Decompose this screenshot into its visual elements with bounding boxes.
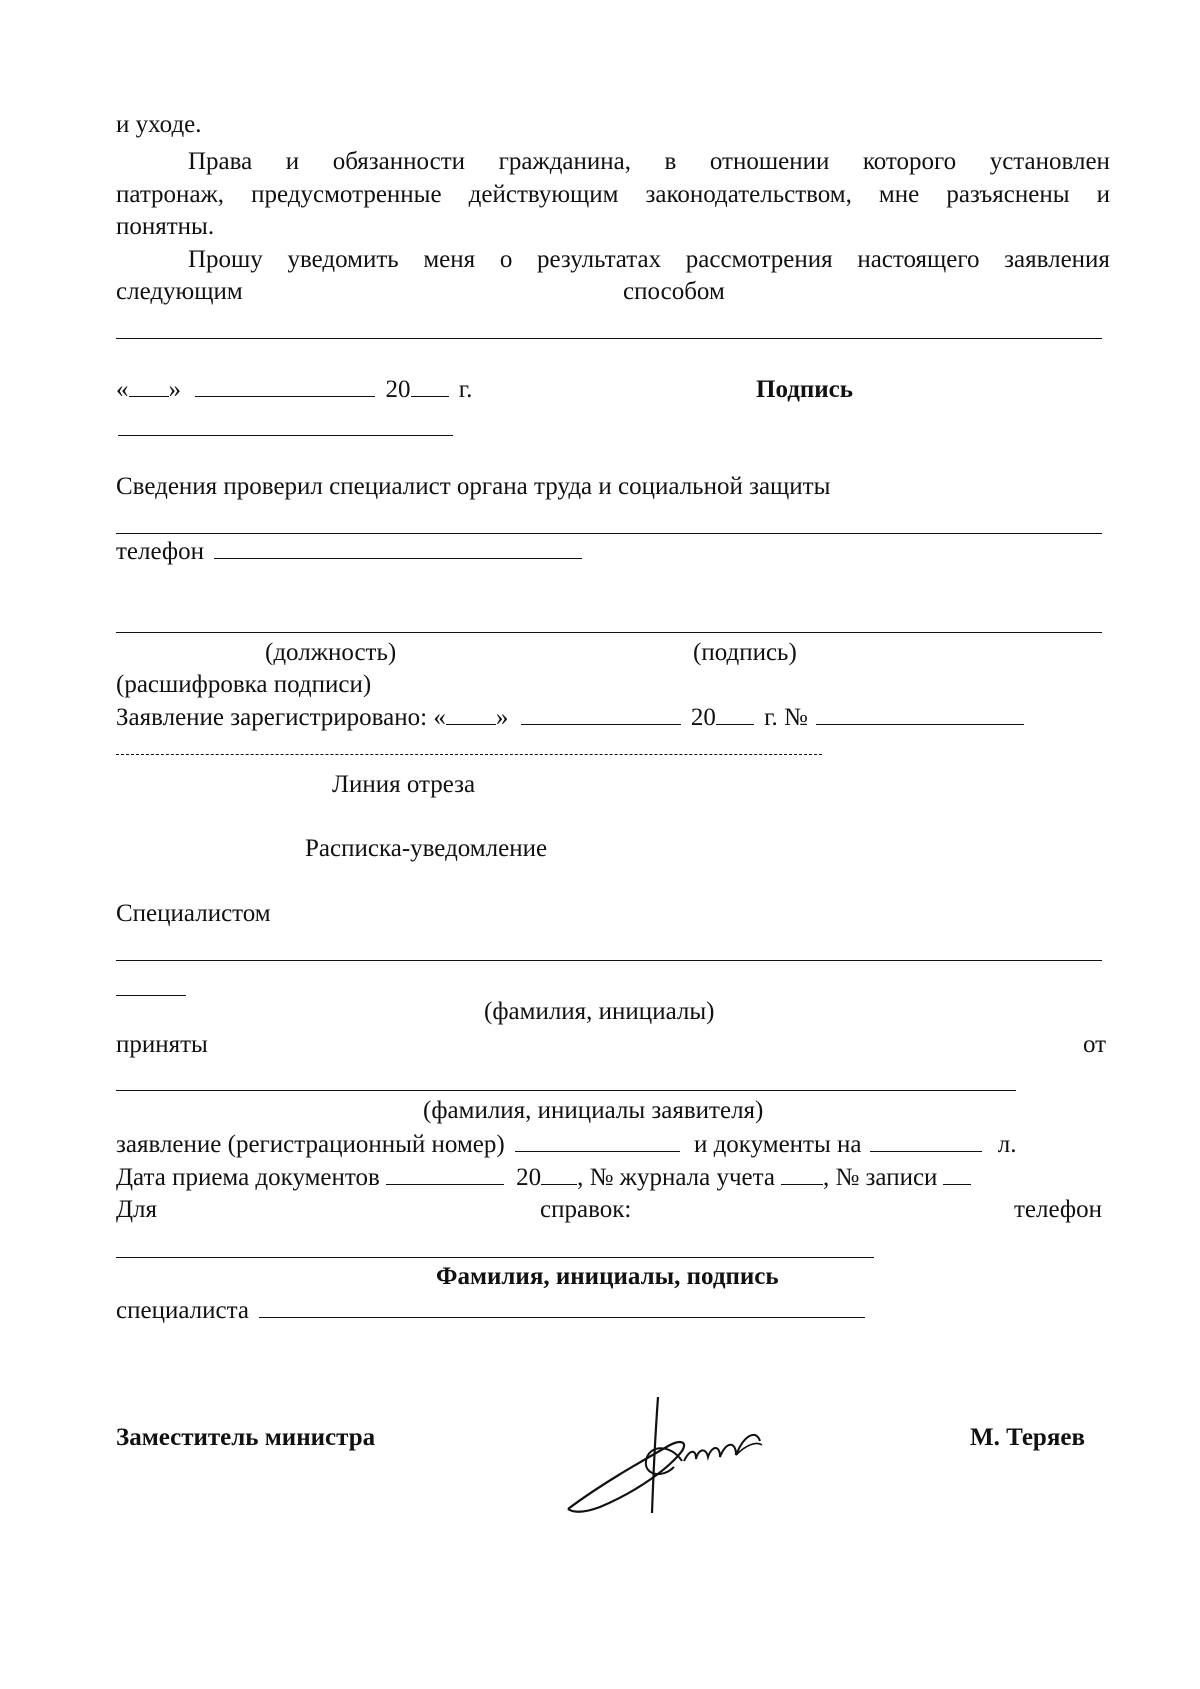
specialist-name-blank — [116, 960, 1102, 961]
rights-paragraph-line3: понятны. — [116, 213, 215, 240]
specialist-name-blank-continued — [116, 995, 186, 996]
notify-paragraph-line1: Прошу уведомить меня о результатах рассмотрения настоящего заявления — [188, 246, 1110, 273]
name-initials-caption: (фамилия, инициалы) — [484, 998, 715, 1025]
notify-method-left: следующим — [116, 278, 243, 305]
cut-line-label: Линия отреза — [332, 771, 476, 798]
specialist-signature-caption: Фамилия, инициалы, подпись — [436, 1263, 779, 1290]
reference-phone: телефон — [1014, 1196, 1102, 1223]
verified-by-blank — [116, 533, 1102, 534]
reference-middle: справок: — [540, 1196, 632, 1223]
cut-line — [116, 754, 822, 755]
applicant-name-blank — [116, 1090, 1016, 1091]
handwritten-signature — [560, 1385, 840, 1525]
signature-label: Подпись — [756, 376, 853, 403]
rights-paragraph-line2: патронаж, предусмотренные действующим законодательством, мне разъяснены и — [116, 181, 1110, 208]
signature-decoding-caption: (расшифровка подписи) — [116, 671, 372, 698]
specialist-row: специалиста — [116, 1296, 865, 1326]
signatory-name: М. Теряев — [970, 1424, 1085, 1451]
registration-row: Заявление зарегистрировано: « » 20 г. № — [116, 703, 1024, 733]
position-signature-blank — [116, 632, 1102, 633]
specialist-by-text: Специалистом — [116, 900, 271, 927]
signature-blank — [118, 435, 453, 436]
receipt-title: Расписка-уведомление — [305, 835, 548, 862]
receipt-date-row: Дата приема документов 20 , № журнала учета , № записи — [116, 1163, 971, 1193]
reference-phone-blank — [116, 1257, 874, 1258]
applicant-caption: (фамилия, инициалы заявителя) — [423, 1097, 764, 1124]
position-caption: (должность) — [265, 639, 397, 666]
notify-method-right: способом — [623, 278, 725, 305]
notify-method-blank — [116, 338, 1102, 339]
date-row: « » 20 г. — [116, 376, 473, 403]
application-row: заявление (регистрационный номер) и документы на л. — [116, 1131, 1017, 1158]
reference-left: Для — [116, 1196, 158, 1223]
accepted-from-text: от — [1083, 1031, 1107, 1058]
continuation-text: и уходе. — [116, 111, 202, 138]
deputy-minister-title: Заместитель министра — [116, 1424, 376, 1451]
phone-row: телефон — [116, 537, 582, 567]
signature-caption: (подпись) — [693, 639, 797, 666]
verified-by-text: Сведения проверил специалист органа труда и социальной защиты — [116, 473, 831, 500]
accepted-text: приняты — [116, 1031, 208, 1058]
rights-paragraph-line1: Права и обязанности гражданина, в отношении которого установлен — [188, 148, 1110, 175]
